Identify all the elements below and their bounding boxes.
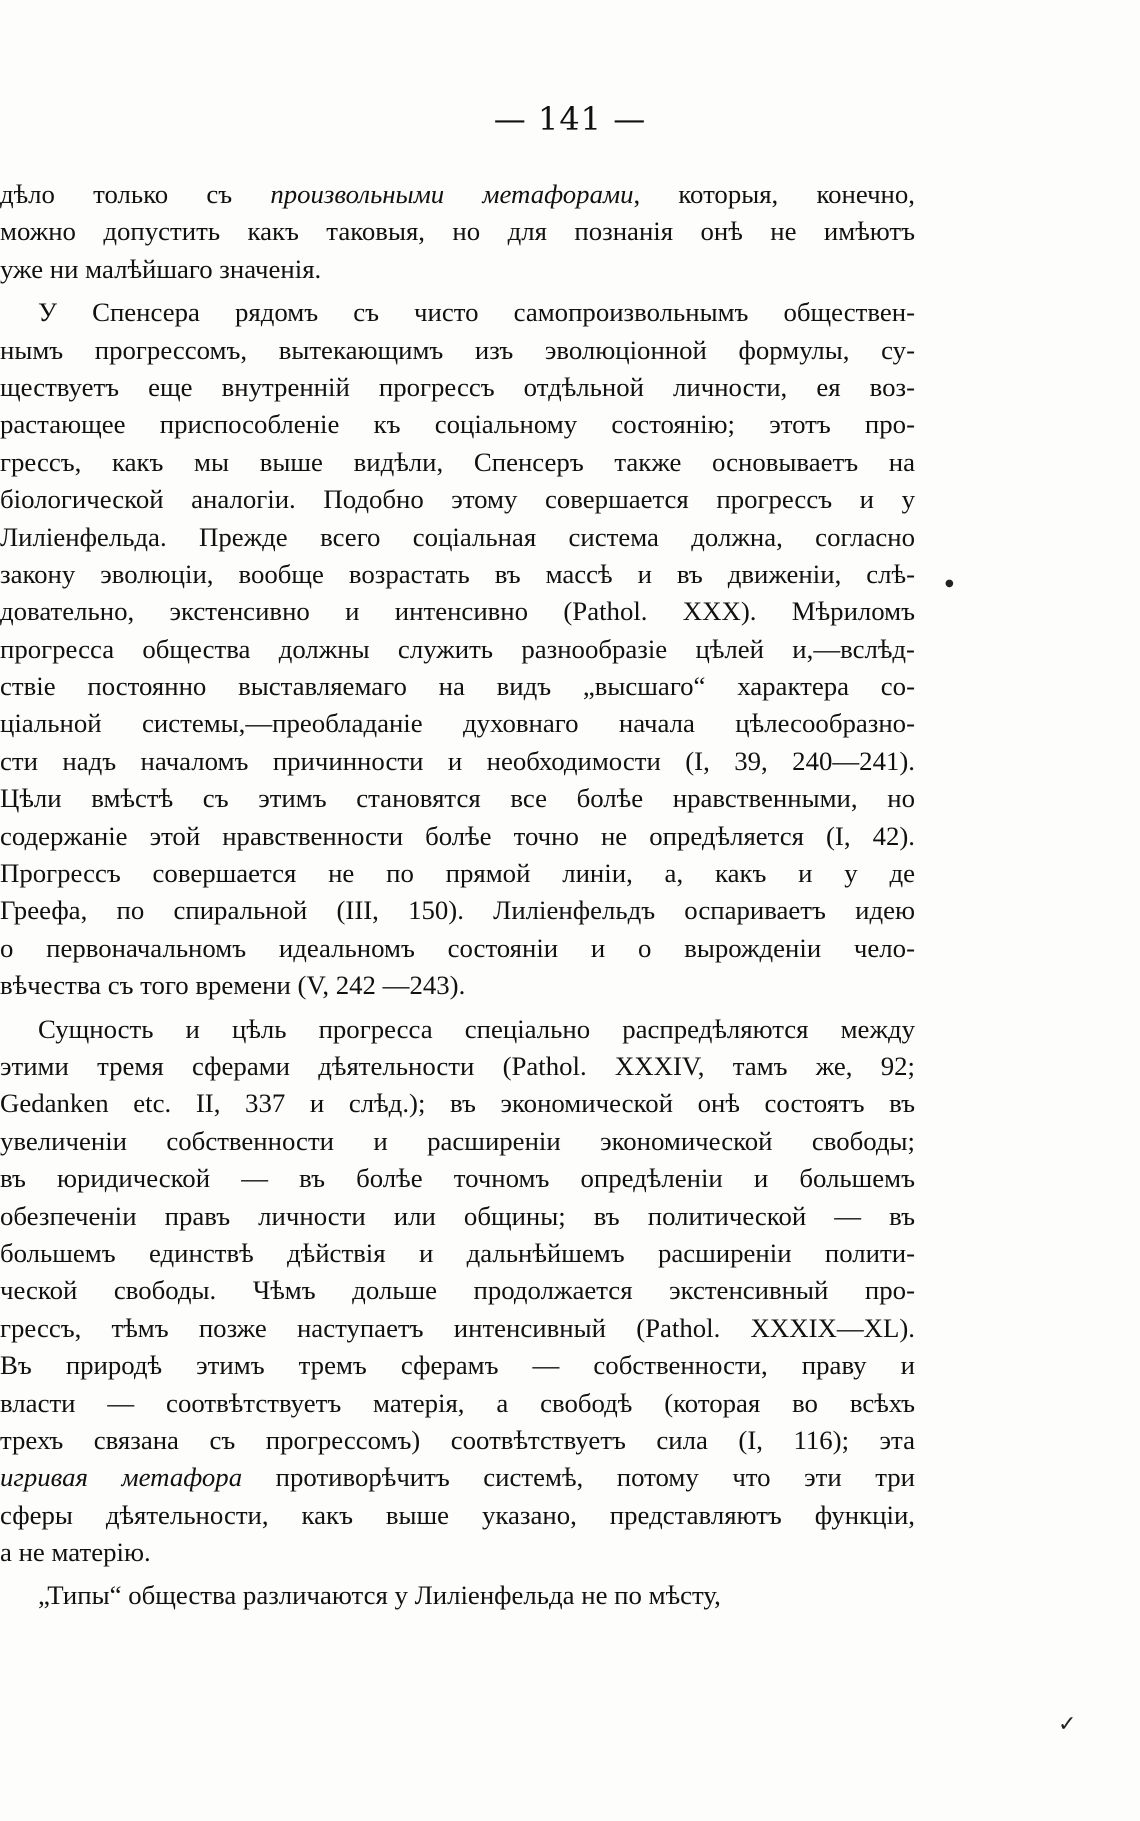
text-segment: ческой свободы. Чѣмъ дольше продолжается экстенсивный про-	[0, 1275, 915, 1306]
italic-phrase: произвольными метафорами	[270, 179, 634, 209]
text-segment: Gedanken etc. II, 337 и слѣд.); въ экономической онѣ состоятъ въ	[0, 1088, 915, 1119]
text-segment: противорѣчитъ системѣ, потому что эти три	[242, 1462, 915, 1493]
text-segment: сти надъ началомъ причинности и необходимости (I, 39, 240—241).	[0, 745, 915, 776]
text-segment: въ юридической — въ болѣе точномъ опредѣленіи и большемъ	[0, 1163, 915, 1194]
text-segment: содержаніе этой нравственности болѣе точно не опредѣляется (I, 42).	[0, 820, 915, 851]
text-segment: трехъ связана съ прогрессомъ) соотвѣтствуетъ сила (I, 116); эта	[0, 1424, 915, 1455]
text-segment: У Спенсера рядомъ съ чисто самопроизвольнымъ обществен-	[38, 297, 915, 328]
text-line	[0, 556, 915, 593]
text-line	[0, 369, 915, 406]
text-segment: прогресса общества должны служить разнообразіе цѣлей и,—вслѣд-	[0, 633, 915, 664]
text-segment: „Типы“ общества различаются у Лиліенфельда не по мѣсту,	[38, 1580, 721, 1611]
text-line	[0, 1534, 915, 1571]
body-text	[0, 176, 915, 1615]
text-line	[0, 1385, 915, 1422]
text-line	[0, 1011, 915, 1048]
text-line	[0, 251, 915, 288]
text-segment: Сущность и цѣль прогресса спеціально распредѣляются между	[38, 1013, 915, 1044]
text-segment: біологической аналогіи. Подобно этому совершается прогрессъ и у	[0, 484, 915, 515]
text-segment: власти — соотвѣтствуетъ матерія, а свободѣ (которая во всѣхъ	[0, 1387, 915, 1418]
text-line	[0, 1123, 915, 1160]
text-line	[0, 668, 915, 705]
text-line	[0, 780, 915, 817]
text-segment: Греефа, по спиральной (III, 150). Лиліенфельдъ оспариваетъ идею	[0, 895, 915, 926]
text-line	[0, 213, 915, 250]
text-segment: уже ни малѣйшаго значенія.	[0, 253, 322, 284]
text-line	[0, 593, 915, 630]
text-line	[0, 930, 915, 967]
text-line	[0, 818, 915, 855]
text-line	[0, 1272, 915, 1309]
text-line	[0, 631, 915, 668]
text-line	[0, 1577, 915, 1614]
text-line	[0, 892, 915, 929]
italic-phrase: игривая метафора	[0, 1462, 243, 1493]
text-line	[0, 481, 915, 518]
text-line	[0, 743, 915, 780]
text-segment: довательно, экстенсивно и интенсивно (Pathol. XXX). Мѣриломъ	[0, 596, 915, 627]
page-number: — 141 —	[493, 100, 647, 138]
text-segment: Прогрессъ совершается не по прямой линіи, а, какъ и у де	[0, 858, 915, 889]
text-line	[0, 406, 915, 443]
text-segment: ціальной системы,—преобладаніе духовнаго начала цѣлесообразно-	[0, 708, 915, 739]
text-segment: , которыя, конечно,	[633, 179, 915, 209]
text-line	[0, 332, 915, 369]
text-segment: сферы дѣятельности, какъ выше указано, представляютъ функціи,	[0, 1499, 915, 1530]
ink-dot: ●	[945, 578, 954, 589]
text-segment: Въ природѣ этимъ тремъ сферамъ — собственности, праву и	[0, 1350, 915, 1381]
text-segment: Цѣли вмѣстѣ съ этимъ становятся все болѣе нравственными, но	[0, 783, 915, 814]
text-line	[0, 1198, 915, 1235]
text-segment: грессъ, тѣмъ позже наступаетъ интенсивный (Pathol. XXXIX—XL).	[0, 1312, 915, 1343]
text-line	[0, 705, 915, 742]
text-line	[0, 967, 915, 1004]
text-segment: о первоначальномъ идеальномъ состояніи и о вырожденіи чело-	[0, 932, 915, 963]
text-line	[0, 1085, 915, 1122]
text-line	[0, 1347, 915, 1384]
text-segment: а не матерію.	[0, 1537, 151, 1568]
text-segment: закону эволюціи, вообще возрастать въ массѣ и въ движеніи, слѣ-	[0, 558, 915, 589]
text-line	[0, 1160, 915, 1197]
text-segment: вѣчества съ того времени (V, 242 —243).	[0, 970, 466, 1001]
text-segment: большемъ единствѣ дѣйствія и дальнѣйшемъ расширеніи полити-	[0, 1237, 915, 1268]
text-line	[0, 519, 915, 556]
text-segment: обезпеченіи правъ личности или общины; въ политической — въ	[0, 1200, 915, 1231]
text-segment: дѣло только съ	[0, 179, 271, 209]
text-line	[0, 1422, 915, 1459]
text-line	[0, 294, 915, 331]
text-segment: ществуетъ еще внутренній прогрессъ отдѣльной личности, ея воз-	[0, 371, 915, 402]
text-segment: нымъ прогрессомъ, вытекающимъ изъ эволюціонной формулы, су-	[0, 334, 915, 365]
text-segment: можно допустить какъ таковыя, но для познанія онѣ не имѣютъ	[0, 216, 915, 247]
text-line	[0, 1310, 915, 1347]
text-line	[0, 444, 915, 481]
text-segment: этими тремя сферами дѣятельности (Pathol. XXXIV, тамъ же, 92;	[0, 1050, 915, 1081]
ink-speck: ✓	[1058, 1712, 1077, 1737]
text-line	[0, 176, 915, 213]
text-segment: грессъ, какъ мы выше видѣли, Спенсеръ также основываетъ на	[0, 446, 915, 477]
text-segment: Лиліенфельда. Прежде всего соціальная система должна, согласно	[0, 521, 915, 552]
text-segment: ствіе постоянно выставляемаго на видъ „высшаго“ характера со-	[0, 671, 915, 702]
text-segment: растающее приспособленіе къ соціальному состоянію; этотъ про-	[0, 409, 915, 440]
text-segment: увеличеніи собственности и расширеніи экономической свободы;	[0, 1125, 915, 1156]
text-line	[0, 1235, 915, 1272]
text-line	[0, 1459, 915, 1496]
text-line	[0, 1048, 915, 1085]
text-line	[0, 1497, 915, 1534]
text-line	[0, 855, 915, 892]
